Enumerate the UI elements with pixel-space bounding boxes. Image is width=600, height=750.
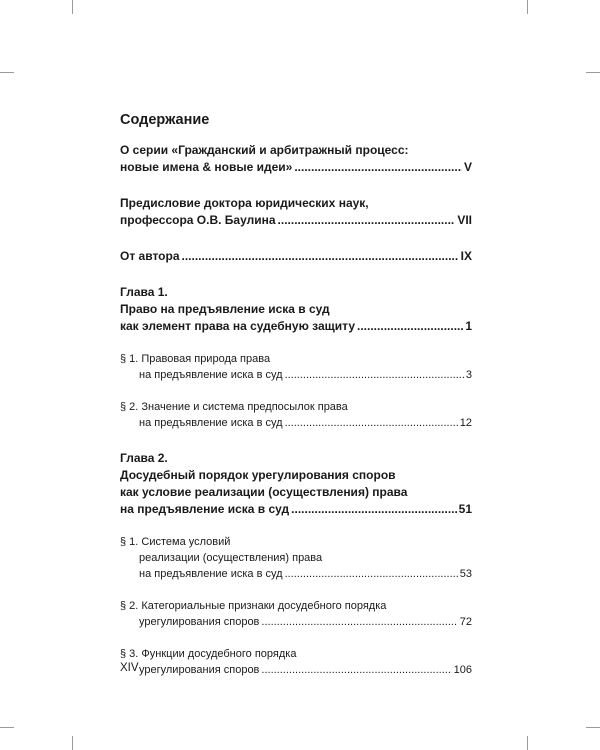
- toc-entry-line: Досудебный порядок урегулирования споров: [120, 468, 396, 482]
- toc-entry-line: Глава 1.: [120, 285, 168, 299]
- table-of-contents: [120, 112, 472, 678]
- toc-entry-ch2-sec1: [120, 534, 472, 582]
- toc-entry-ch2-sec3: [120, 646, 472, 678]
- toc-page-number: 12: [459, 417, 472, 429]
- toc-page-number: 3: [465, 369, 472, 381]
- toc-entry-title: урегулирования споров: [139, 664, 260, 676]
- leader-dots: [285, 566, 458, 582]
- leader-dots: [261, 614, 457, 630]
- crop-mark-bottom-right: [527, 736, 528, 750]
- toc-page-number: VII: [457, 213, 472, 227]
- toc-entry-title: на предъявление иска в суд: [139, 369, 283, 381]
- toc-entry-title: на предъявление иска в суд: [139, 417, 283, 429]
- leader-dots: [294, 159, 462, 176]
- crop-mark-left-bottom: [0, 727, 14, 728]
- toc-entry-title: От автора: [120, 249, 180, 263]
- crop-mark-right-bottom: [586, 727, 600, 728]
- toc-entry-line: О серии «Гражданский и арбитражный процесс:: [120, 143, 409, 157]
- toc-entry-title: как элемент права на судебную защиту: [120, 319, 356, 333]
- toc-entry-line: § 2. Категориальные признаки досудебного порядка: [120, 600, 387, 612]
- crop-mark-left-top: [0, 72, 14, 73]
- toc-page-number: 106: [453, 664, 472, 676]
- toc-entry-ch1-sec1: [120, 351, 472, 383]
- toc-entry-chapter-1: [120, 284, 472, 335]
- toc-entry-line: § 1. Правовая природа права: [120, 353, 271, 365]
- toc-page-number: 72: [459, 616, 472, 628]
- toc-entry-author: [120, 248, 472, 265]
- crop-mark-bottom-left: [72, 736, 73, 750]
- toc-entry-line: § 3. Функции досудебного порядка: [120, 648, 297, 660]
- toc-entry-line: как условие реализации (осуществления) права: [120, 485, 408, 499]
- leader-dots: [291, 501, 456, 518]
- leader-dots: [357, 318, 463, 335]
- leader-dots: [182, 248, 459, 265]
- toc-entry-line: Глава 2.: [120, 451, 168, 465]
- toc-entry-chapter-2: [120, 450, 472, 518]
- leader-dots: [285, 367, 464, 383]
- leader-dots: [278, 212, 456, 229]
- leader-dots: [285, 415, 458, 431]
- toc-entry-ch1-sec2: [120, 399, 472, 431]
- toc-entry-title: на предъявление иска в суд: [120, 502, 290, 516]
- toc-entry-title: урегулирования споров: [139, 616, 260, 628]
- toc-heading: Содержание: [120, 112, 210, 128]
- toc-entry-line: § 1. Система условий: [120, 536, 231, 548]
- toc-page-number: 53: [459, 568, 472, 580]
- toc-entry-title: профессора О.В. Баулина: [120, 213, 276, 227]
- toc-entry-line: реализации (осуществления) права: [139, 552, 323, 564]
- crop-mark-top-right: [527, 0, 528, 14]
- toc-page-number: 51: [458, 502, 472, 516]
- toc-entry-title: новые имена & новые идеи»: [120, 160, 293, 174]
- page-number: XIV: [120, 662, 139, 674]
- toc-entry-title: на предъявление иска в суд: [139, 568, 283, 580]
- toc-page-number: IX: [460, 249, 472, 263]
- toc-entry-ch2-sec2: [120, 598, 472, 630]
- crop-mark-top-left: [72, 0, 73, 14]
- toc-entry-preface: [120, 195, 472, 229]
- toc-entry-line: Право на предъявление иска в суд: [120, 302, 330, 316]
- toc-page-number: V: [463, 160, 472, 174]
- leader-dots: [261, 662, 451, 678]
- toc-entry-line: § 2. Значение и система предпосылок права: [120, 401, 348, 413]
- toc-page-number: 1: [465, 319, 472, 333]
- crop-mark-right-top: [586, 72, 600, 73]
- toc-entry-line: Предисловие доктора юридических наук,: [120, 196, 369, 210]
- toc-entry-series: [120, 142, 472, 176]
